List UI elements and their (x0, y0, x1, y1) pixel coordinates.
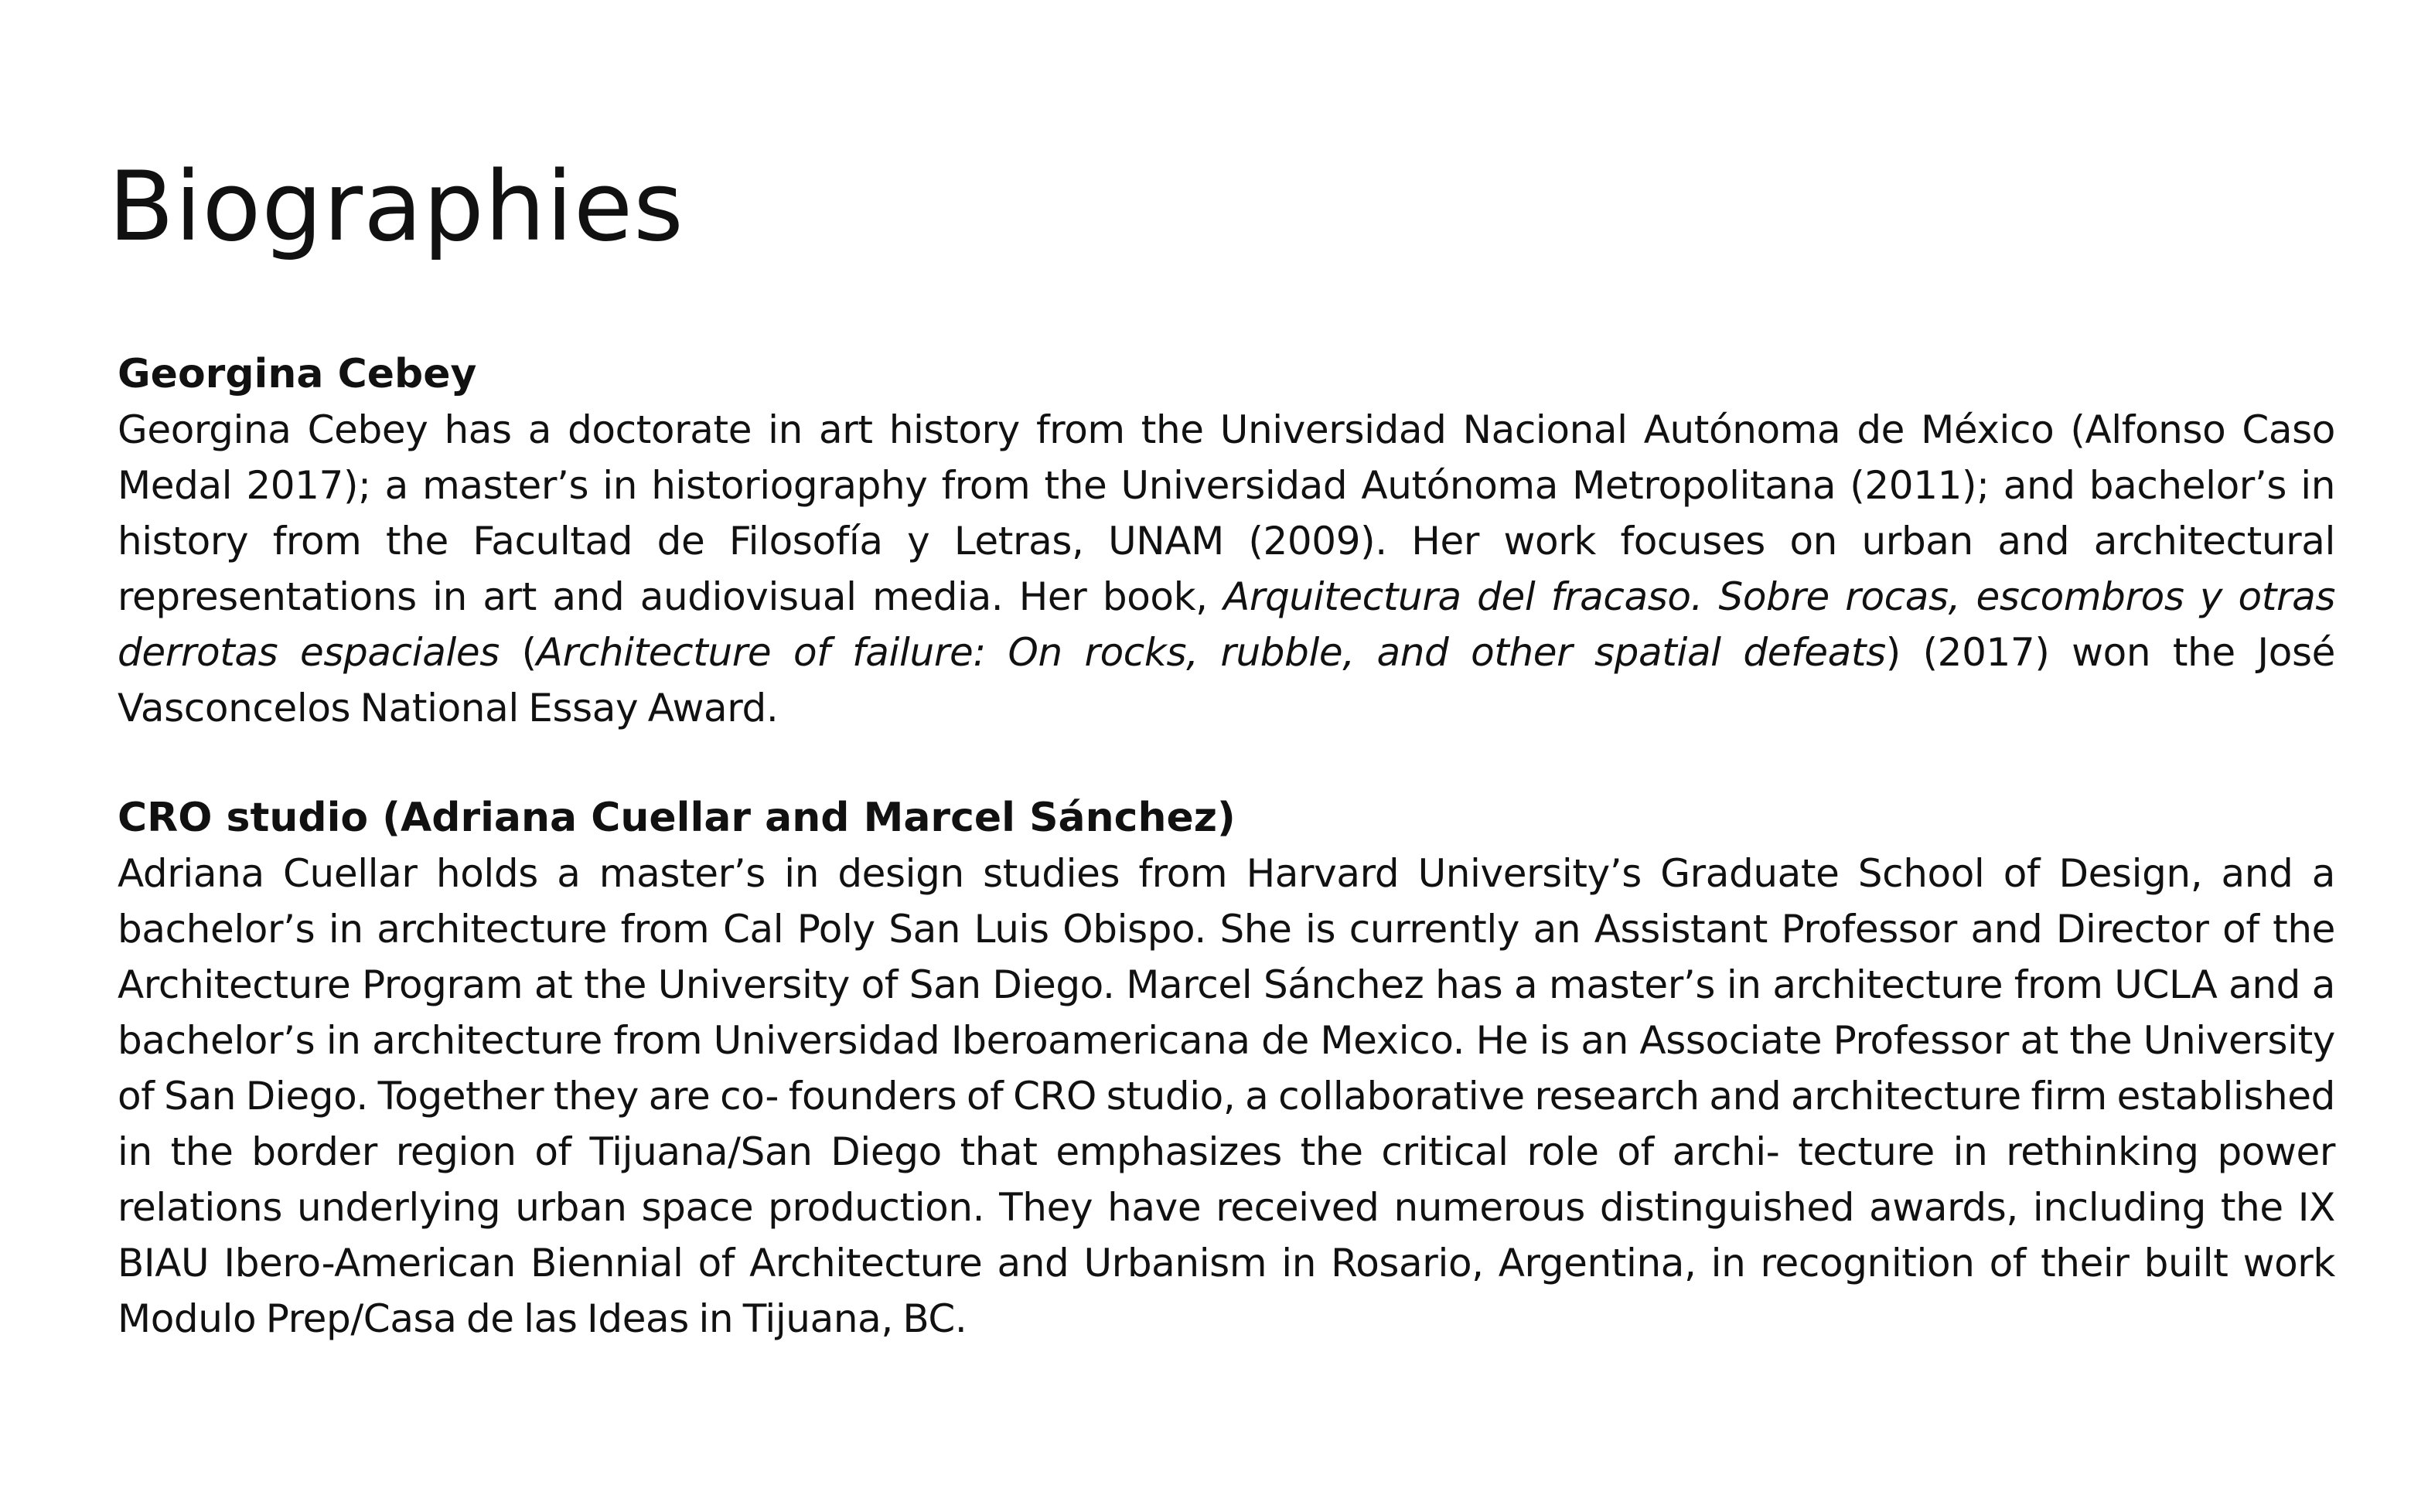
biography-text (118, 402, 2335, 736)
biography-text-segment: ) (2017) won the José Vasconcelos National Essay Award. (118, 630, 2335, 730)
biography-cro-studio (118, 790, 2335, 1347)
biography-name: Georgina Cebey (118, 351, 477, 397)
biography-name: CRO studio (Adriana Cuellar and Marcel Sánchez) (118, 795, 1236, 841)
biography-text-segment: ( (499, 630, 537, 675)
page-title: Biographies (108, 152, 684, 263)
book-title-english: Architecture of failure: On rocks, rubble, and other spatial defeats (536, 630, 1886, 675)
biography-text: Adriana Cuellar holds a master’s in design studies from Harvard University’s Graduate School of Design, and a bachelor’s in architecture from Cal Poly San Luis Obispo. She is currently an Assistant Professor and Director of the Architecture Program at the University of San Diego. Marcel Sánchez has a master’s in architecture from UCLA and a bachelor’s in architecture from Universidad Iberoamericana de Mexico. He is an Associate Professor at the University of San Diego. Together they are co- founders of CRO studio, a collaborative research and architecture firm established in the border region of Tijuana/San Diego that emphasizes the critical role of archi- tecture in rethinking power relations underlying urban space production. They have received numerous distinguished awards, including the IX BIAU Ibero-American Biennial of Architecture and Urbanism in Rosario, Argentina, in recognition of their built work Modulo Prep/Casa de las Ideas in Tijuana, BC. (118, 851, 2335, 1341)
biography-georgina-cebey (118, 346, 2335, 736)
biography-text-segment: Georgina Cebey has a doctorate in art history from the Universidad Nacional Autónoma de México (Alfonso Caso Medal 2017); a master’s in historiography from the Universidad Autónoma Metropolitana (2011); and bachelor’s in history from the Facultad de Filosofía y Letras, UNAM (2009). Her work focuses on urban and architectural representations in art and audiovisual media. Her book, (118, 407, 2335, 619)
book-title-spanish: Arquitectura del fracaso. Sobre rocas, escombros y otras derrotas espaciales (118, 574, 2335, 675)
